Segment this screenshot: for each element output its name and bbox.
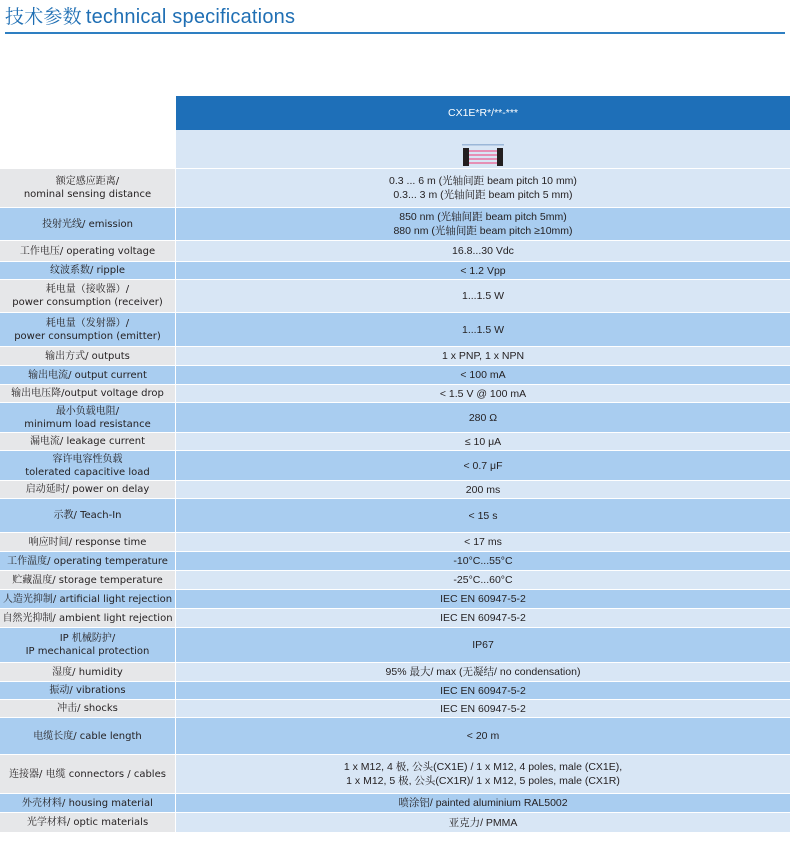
spec-value-line: < 100 mA bbox=[460, 369, 506, 381]
spec-label-line: minimum load resistance bbox=[24, 418, 151, 430]
spec-label bbox=[0, 280, 176, 312]
spec-label bbox=[0, 533, 176, 551]
spec-value bbox=[176, 481, 790, 498]
title-rule bbox=[5, 32, 785, 34]
spec-label-line: 耗电量（发射器）/ bbox=[45, 317, 130, 329]
spec-label bbox=[0, 609, 176, 627]
spec-value bbox=[176, 403, 790, 432]
title-en: technical specifications bbox=[85, 6, 296, 28]
spec-value-line: ≤ 10 μA bbox=[464, 435, 502, 448]
table-row bbox=[0, 240, 790, 261]
spec-value bbox=[176, 682, 790, 699]
spec-value-line: 1 x PNP, 1 x NPN bbox=[441, 350, 525, 362]
spec-table bbox=[0, 168, 790, 832]
table-row bbox=[0, 312, 790, 346]
spec-value bbox=[176, 499, 790, 532]
spec-value-line: < 15 s bbox=[468, 509, 498, 522]
table-row bbox=[0, 793, 790, 812]
spec-label bbox=[0, 700, 176, 717]
table-row bbox=[0, 551, 790, 570]
model-header: CX1E*R*/**-*** bbox=[176, 96, 790, 130]
spec-value bbox=[176, 571, 790, 589]
spec-value-line: 16.8...30 Vdc bbox=[452, 245, 514, 257]
spec-value bbox=[176, 280, 790, 312]
spec-value bbox=[176, 755, 790, 793]
spec-value bbox=[176, 663, 790, 681]
table-row bbox=[0, 346, 790, 365]
spec-value bbox=[176, 451, 790, 480]
spec-label-line: 自然光抑制/ ambient light rejection bbox=[2, 612, 173, 624]
spec-value bbox=[176, 241, 790, 261]
spec-value-line: 1 x M12, 5 极, 公头(CX1R)/ 1 x M12, 5 poles, male (CX1R) bbox=[346, 775, 620, 787]
table-row bbox=[0, 699, 790, 717]
table-row bbox=[0, 754, 790, 793]
spec-label bbox=[0, 433, 176, 450]
spec-label bbox=[0, 208, 176, 240]
spec-label bbox=[0, 451, 176, 480]
table-row bbox=[0, 402, 790, 432]
spec-value bbox=[176, 366, 790, 384]
spec-label-line: 贮藏温度/ storage temperature bbox=[12, 574, 163, 586]
spec-label-line: tolerated capacitive load bbox=[25, 466, 150, 478]
spec-label-line: power consumption (receiver) bbox=[12, 297, 163, 308]
title-zh: 技术参数 bbox=[5, 6, 82, 28]
table-row bbox=[0, 480, 790, 498]
table-row bbox=[0, 207, 790, 240]
spec-label bbox=[0, 313, 176, 346]
spec-value bbox=[176, 433, 790, 450]
spec-label-line: 启动延时/ power on delay bbox=[25, 484, 150, 495]
spec-value-line: -10°C...55°C bbox=[453, 555, 513, 567]
table-row bbox=[0, 662, 790, 681]
spec-label bbox=[0, 385, 176, 402]
spec-value-line: 1 x M12, 4 极, 公头(CX1E) / 1 x M12, 4 poles, male (CX1E), bbox=[343, 761, 623, 773]
spec-label bbox=[0, 794, 176, 812]
spec-value-line: 喷涂铝/ painted aluminium RAL5002 bbox=[398, 797, 568, 809]
spec-label-line: 投射光线/ emission bbox=[42, 218, 133, 230]
spec-value-line: IEC EN 60947-5-2 bbox=[440, 612, 526, 624]
spec-value-line: IEC EN 60947-5-2 bbox=[440, 593, 526, 605]
spec-value bbox=[176, 628, 790, 662]
spec-label-line: 外壳材料/ housing material bbox=[22, 797, 153, 809]
spec-value-line: < 20 m bbox=[466, 730, 500, 742]
table-row bbox=[0, 450, 790, 480]
spec-label-line: 示教/ Teach-In bbox=[53, 510, 122, 521]
spec-value-line: -25°C...60°C bbox=[453, 574, 513, 586]
page-title bbox=[5, 2, 295, 29]
product-image-row bbox=[176, 130, 790, 168]
table-row bbox=[0, 681, 790, 699]
table-row bbox=[0, 261, 790, 279]
spec-value bbox=[176, 169, 790, 207]
spec-label-line: 工作温度/ operating temperature bbox=[7, 555, 168, 567]
spec-label-line: 工作电压/ operating voltage bbox=[19, 245, 156, 257]
spec-label-line: power consumption (emitter) bbox=[14, 330, 161, 342]
spec-label-line: 光学材料/ optic materials bbox=[26, 817, 149, 828]
table-row bbox=[0, 532, 790, 551]
table-row bbox=[0, 498, 790, 532]
spec-value-line: IEC EN 60947-5-2 bbox=[440, 684, 526, 697]
spec-value bbox=[176, 313, 790, 346]
spec-value-line: 200 ms bbox=[465, 483, 501, 496]
spec-value-line: < 1.5 V @ 100 mA bbox=[439, 387, 527, 400]
spec-label bbox=[0, 628, 176, 662]
spec-value bbox=[176, 347, 790, 365]
header bbox=[0, 0, 790, 34]
spec-label-line: 连接器/ 电缆 connectors / cables bbox=[9, 768, 166, 780]
spec-label bbox=[0, 663, 176, 681]
spec-label-line: nominal sensing distance bbox=[23, 189, 152, 200]
table-row bbox=[0, 717, 790, 754]
spec-label bbox=[0, 347, 176, 365]
table-row bbox=[0, 627, 790, 662]
table-row bbox=[0, 432, 790, 450]
spec-value-line: 880 nm (光轴间距 beam pitch ≥10mm) bbox=[393, 225, 573, 237]
spec-value-line: 亚克力/ PMMA bbox=[448, 816, 518, 829]
spec-value-line: 0.3... 3 m (光轴间距 beam pitch 5 mm) bbox=[393, 189, 573, 201]
spec-value bbox=[176, 794, 790, 812]
spec-value-line: 1...1.5 W bbox=[461, 323, 504, 336]
spec-label bbox=[0, 813, 176, 832]
table-row bbox=[0, 812, 790, 832]
spec-label bbox=[0, 718, 176, 754]
spec-value bbox=[176, 609, 790, 627]
spec-label bbox=[0, 262, 176, 279]
spec-label-line: 输出方式/ outputs bbox=[45, 350, 130, 362]
spec-label-line: 响应时间/ response time bbox=[28, 536, 147, 548]
spec-value-line: IEC EN 60947-5-2 bbox=[440, 702, 526, 715]
spec-value bbox=[176, 590, 790, 608]
spec-label bbox=[0, 403, 176, 432]
spec-value-line: 850 nm (光轴间距 beam pitch 5mm) bbox=[399, 211, 567, 223]
spec-label bbox=[0, 499, 176, 532]
spec-label bbox=[0, 241, 176, 261]
spec-value bbox=[176, 552, 790, 570]
spec-value-line: < 1.2 Vpp bbox=[460, 264, 506, 277]
spec-label-line: 输出电压降/output voltage drop bbox=[11, 388, 164, 399]
spec-label-line: 湿度/ humidity bbox=[52, 666, 123, 678]
spec-label bbox=[0, 682, 176, 699]
spec-label-line: 容许电容性负载 bbox=[52, 453, 123, 465]
spec-label bbox=[0, 755, 176, 793]
spec-label bbox=[0, 590, 176, 608]
spec-value-line: < 0.7 μF bbox=[463, 459, 503, 472]
light-curtain-icon bbox=[462, 144, 504, 166]
spec-value-line: 280 Ω bbox=[468, 411, 498, 424]
table-row bbox=[0, 279, 790, 312]
table-row bbox=[0, 608, 790, 627]
spec-value-line: IP67 bbox=[472, 639, 494, 651]
spec-value-line: 95% 最大/ max (无凝结/ no condensation) bbox=[385, 666, 581, 678]
spec-label-line: IP mechanical protection bbox=[25, 646, 150, 657]
table-row bbox=[0, 570, 790, 589]
spec-label bbox=[0, 481, 176, 498]
spec-value-line: 0.3 ... 6 m (光轴间距 beam pitch 10 mm) bbox=[389, 175, 577, 187]
spec-value-line: 1...1.5 W bbox=[461, 290, 504, 302]
spec-label bbox=[0, 552, 176, 570]
spec-value bbox=[176, 262, 790, 279]
table-row bbox=[0, 365, 790, 384]
spec-label-line: 纹波系数/ ripple bbox=[49, 265, 126, 276]
table-row bbox=[0, 168, 790, 207]
spec-label bbox=[0, 366, 176, 384]
spec-label bbox=[0, 169, 176, 207]
table-row bbox=[0, 589, 790, 608]
spec-label-line: 电缆长度/ cable length bbox=[33, 730, 142, 742]
spec-label-line: 人造光抑制/ artificial light rejection bbox=[2, 593, 173, 605]
spec-label-line: 耗电量（接收器）/ bbox=[45, 284, 130, 295]
spec-label-line: 最小负载电阻/ bbox=[55, 405, 120, 417]
spec-value bbox=[176, 533, 790, 551]
table-row bbox=[0, 384, 790, 402]
spec-value bbox=[176, 700, 790, 717]
spec-label-line: 输出电流/ output current bbox=[28, 369, 147, 381]
spec-value bbox=[176, 813, 790, 832]
spec-label-line: 漏电流/ leakage current bbox=[29, 436, 146, 447]
spec-label-line: 振动/ vibrations bbox=[49, 685, 126, 696]
spec-label-line: 冲击/ shocks bbox=[57, 703, 118, 714]
spec-value bbox=[176, 208, 790, 240]
spec-label bbox=[0, 571, 176, 589]
spec-value-line: < 17 ms bbox=[464, 536, 502, 548]
spec-label-line: IP 机械防护/ bbox=[59, 633, 116, 644]
spec-value bbox=[176, 385, 790, 402]
spec-value bbox=[176, 718, 790, 754]
spec-label-line: 额定感应距离/ bbox=[55, 176, 120, 187]
